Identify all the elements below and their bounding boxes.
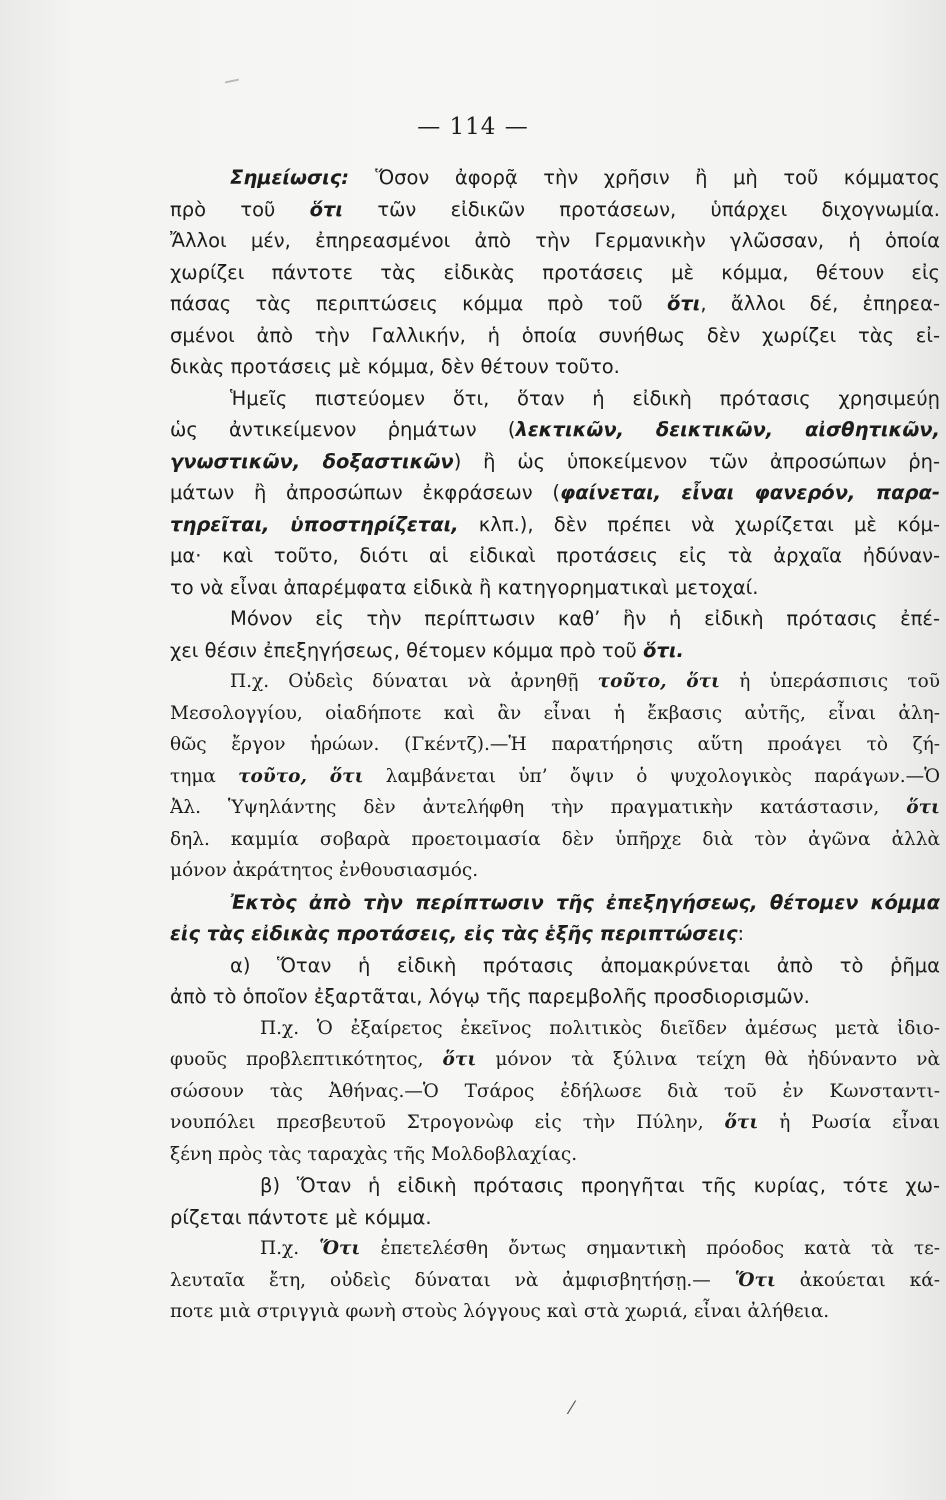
emphasis-text: ὅτι [309, 197, 344, 221]
emphasis-text: Σημείωσις: [230, 166, 376, 189]
text-line [170, 887, 940, 919]
text-line [170, 257, 940, 289]
emphasis-text: λεκτικῶν, δεικτικῶν, αἰσθητικῶν, [515, 418, 940, 441]
text-line [170, 225, 940, 257]
line-text: κλπ.), δὲν πρέπει νὰ χωρίζεται μὲ κόμ- [458, 512, 940, 536]
line-text: Π.χ. [260, 1238, 320, 1259]
text-line [170, 824, 940, 856]
text-line [170, 540, 940, 572]
line-text: λαμβάνεται ὑπ’ ὄψιν ὁ ψυχολογικὸς παράγων.—Ὁ [363, 765, 940, 787]
line-text: ὡς ἀντικείμενον ῥημάτων ( [170, 418, 516, 441]
line-text: ἀπὸ τὸ ὁποῖον ἐξαρτᾶται, λόγῳ τῆς παρεμβολῆς προσδιορισμῶν. [170, 985, 810, 1008]
emphasis-text: εἰς τὰς εἰδικὰς προτάσεις, εἰς τὰς ἑξῆς περιπτώσεις [170, 922, 738, 945]
text-line [170, 698, 940, 730]
line-text: μάτων ἢ ἀπροσώπων ἐκφράσεων ( [170, 481, 560, 504]
line-text: χει θέσιν ἐπεξηγήσεως, θέτομεν κόμμα πρὸ τοῦ [170, 638, 644, 662]
line-text: το νὰ εἶναι ἀπαρέμφατα εἰδικὰ ἢ κατηγορηματικαὶ μετοχαί. [170, 575, 759, 599]
text-line [170, 1233, 940, 1265]
text-line [170, 792, 940, 824]
text-line [170, 855, 940, 887]
text-line [170, 1076, 940, 1108]
text-line [170, 509, 940, 541]
line-text: , ἄλλοι δέ, ἐπηρεα- [700, 292, 940, 315]
text-line [170, 1170, 940, 1202]
line-text: δηλ. καμμία σοβαρὰ προετοιμασία δὲν ὑπῆρχε διὰ τὸν ἀγῶνα ἀλλὰ [170, 828, 940, 850]
line-text: φυοῦς προβλεπτικότητος, [170, 1049, 443, 1070]
text-line [170, 918, 940, 950]
emphasis-text: Ἐκτὸς ἀπὸ τὴν περίπτωσιν τῆς ἐπεξηγήσεως, θέτομεν κόμμα [230, 890, 940, 914]
text-line [170, 446, 940, 478]
line-text: ἡ Ρωσία εἶναι [758, 1112, 940, 1133]
text-line [170, 288, 940, 320]
line-text: νουπόλει πρεσβευτοῦ Στρογονὼφ εἰς τὴν Πύλην, [170, 1112, 725, 1133]
line-text: ἐπετελέσθη ὄντως σημαντικὴ πρόοδος κατὰ τὰ τε- [360, 1238, 940, 1259]
emphasis-text: τηρεῖται, ὑποστηρίζεται, [170, 512, 459, 536]
line-text: Μόνον εἰς τὴν περίπτωσιν καθ’ ἣν ἡ εἰδικὴ πρότασις ἐπέ- [230, 607, 940, 630]
text-line [170, 1296, 940, 1328]
emphasis-text: ὅτι [906, 797, 940, 818]
line-text: ρίζεται πάντοτε μὲ κόμμα. [170, 1205, 432, 1229]
emphasis-text: τοῦτο, ὅτι [238, 765, 364, 787]
text-line [170, 729, 940, 761]
text-line [170, 950, 940, 982]
line-text: πρὸ τοῦ [170, 197, 310, 221]
body-text [170, 162, 940, 1328]
line-text: τημα [170, 765, 239, 787]
line-text: Ἡμεῖς πιστεύομεν ὅτι, ὅταν ἡ εἰδικὴ πρότασις χρησιμεύῃ [230, 386, 940, 410]
line-text: χωρίζει πάντοτε τὰς εἰδικὰς προτάσεις μὲ κόμμα, θέτουν εἰς [170, 260, 940, 284]
line-text: σμένοι ἀπὸ τὴν Γαλλικήν, ἡ ὁποία συνήθως δὲν χωρίζει τὰς εἰ- [170, 323, 940, 347]
text-line [170, 320, 940, 352]
line-text: μόνον ἀκράτητος ἐνθουσιασμός. [170, 860, 479, 881]
line-text: : [737, 922, 745, 945]
line-text: μα· καὶ τοῦτο, διότι αἱ εἰδικαὶ προτάσεις εἰς τὰ ἀρχαῖα ἠδύναν- [170, 544, 940, 567]
line-text: Ἄλλοι μέν, ἐπηρεασμένοι ἀπὸ τὴν Γερμανικὴν γλῶσσαν, ἡ ὁποία [170, 229, 940, 252]
line-text: Ὅσον ἀφορᾷ τὴν χρῆσιν ἢ μὴ τοῦ κόμματος [375, 166, 940, 189]
text-line [170, 1265, 940, 1297]
line-text: πάσας τὰς περιπτώσεις κόμμα πρὸ τοῦ [170, 292, 667, 315]
text-line [170, 1044, 940, 1076]
page-number: — 114 — [417, 114, 529, 140]
text-line [170, 1139, 940, 1171]
emphasis-text: ὅτι [442, 1049, 477, 1070]
line-text: δικὰς προτάσεις μὲ κόμμα, δὲν θέτουν τοῦτο. [170, 355, 620, 378]
text-line [170, 414, 940, 446]
line-text: ) ἢ ὡς ὑποκείμενον τῶν ἀπροσώπων ῥη- [453, 449, 940, 473]
line-text: ἀκούεται κά- [775, 1269, 940, 1291]
line-text: Μεσολογγίου, οἱαδήποτε καὶ ἂν εἶναι ἡ ἔκβασις αὐτῆς, εἶναι ἀλη- [170, 702, 940, 724]
line-text: ξένη πρὸς τὰς ταραχὰς τῆς Μολδοβλαχίας. [170, 1143, 578, 1165]
text-line [170, 1202, 940, 1234]
emphasis-text: Ὅτι [734, 1269, 776, 1291]
emphasis-text: Ὅτι [319, 1238, 361, 1259]
text-line [170, 603, 940, 635]
text-line [170, 572, 940, 604]
line-text: ἡ ὑπεράσπισις τοῦ [720, 671, 940, 692]
emphasis-text: ὅτι [724, 1112, 759, 1133]
text-line [170, 162, 940, 194]
line-text: α) Ὅταν ἡ εἰδικὴ πρότασις ἀπομακρύνεται ἀπὸ τὸ ῥῆμα [230, 953, 940, 977]
text-line [170, 981, 940, 1013]
text-line [170, 666, 940, 698]
text-line [170, 1107, 940, 1139]
emphasis-text: τοῦτο, ὅτι [597, 671, 721, 692]
emphasis-text: ὅτι. [643, 638, 684, 662]
line-text: Ἀλ. Ὑψηλάντης δὲν ἀντελήφθη τὴν πραγματικὴν κατάστασιν, [170, 797, 907, 818]
emphasis-text: ὅτι [666, 292, 701, 315]
emphasis-text: φαίνεται, εἶναι φανερόν, παρα- [559, 481, 940, 504]
line-text: μόνον τὰ ξύλινα τείχη θὰ ἠδύναντο νὰ [476, 1049, 940, 1070]
line-text: θῶς ἔργον ἡρώων. (Γκέντζ).—Ἡ παρατήρησις αὕτη προάγει τὸ ζή- [170, 734, 940, 755]
line-text: Π.χ. Ὁ ἐξαίρετος ἐκεῖνος πολιτικὸς διεῖδεν ἀμέσως μετὰ ἰδιο- [260, 1017, 940, 1039]
line-text: Π.χ. Οὐδεὶς δύναται νὰ ἀρνηθῇ [230, 671, 598, 692]
line-text: ποτε μιὰ στριγγιὰ φωνὴ στοὺς λόγγους καὶ στὰ χωριά, εἶναι ἀλήθεια. [170, 1301, 830, 1322]
text-line [170, 383, 940, 415]
emphasis-text: γνωστικῶν, δοξαστικῶν [170, 449, 454, 473]
line-text: τῶν εἰδικῶν προτάσεων, ὑπάρχει διχογνωμία. [343, 197, 940, 221]
line-text: λευταῖα ἔτη, οὐδεὶς δύναται νὰ ἀμφισβητήσῃ.— [170, 1269, 735, 1291]
stray-pencil-mark [225, 79, 239, 84]
line-text: σώσουν τὰς Ἀθήνας.—Ὁ Τσάρος ἐδήλωσε διὰ τοῦ ἐν Κωνσταντι- [170, 1080, 940, 1102]
text-line [170, 194, 940, 226]
text-line [170, 761, 940, 793]
text-line [170, 351, 940, 383]
text-line [170, 1013, 940, 1045]
stray-mark: ⁄ [570, 1398, 574, 1419]
text-line [170, 635, 940, 667]
line-text: β) Ὅταν ἡ εἰδικὴ πρότασις προηγῆται τῆς κυρίας, τότε χω- [260, 1174, 940, 1197]
text-line [170, 477, 940, 509]
